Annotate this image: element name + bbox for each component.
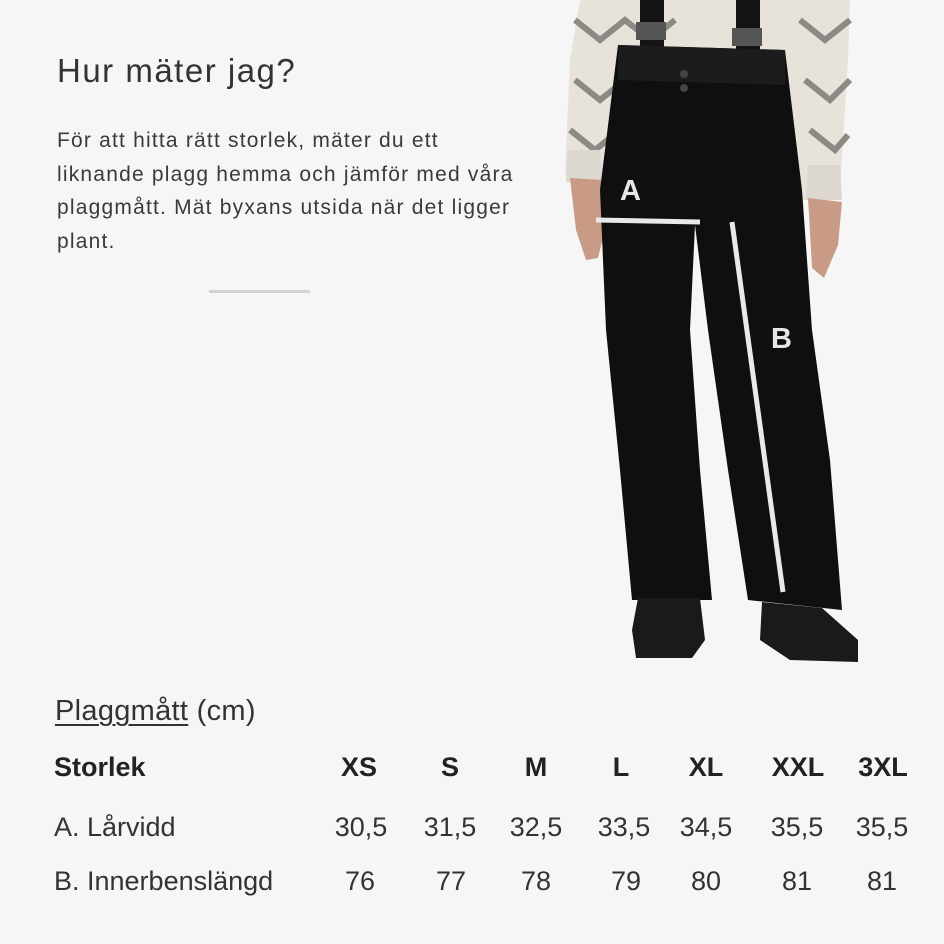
- size-table-title-underlined: Plaggmått: [55, 695, 189, 727]
- waist-button: [680, 70, 688, 78]
- left-cuff: [566, 150, 602, 182]
- size-3xl: 3XL: [858, 752, 908, 782]
- row-label: A. Lårvidd: [54, 812, 176, 842]
- pants-measurement-illustration: [540, 0, 944, 680]
- table-row: [0, 812, 944, 852]
- divider: [209, 290, 310, 293]
- table-cell: 34,5: [679, 812, 733, 842]
- table-cell: 81: [781, 866, 813, 896]
- pants-waist: [618, 45, 785, 85]
- marker-a: A: [620, 175, 641, 207]
- size-l: L: [612, 752, 630, 782]
- size-xxl: XXL: [771, 752, 825, 782]
- right-buckle: [732, 28, 762, 46]
- header-label: Storlek: [54, 752, 146, 782]
- table-cell: 76: [344, 866, 376, 896]
- size-table-title-unit: (cm): [188, 695, 256, 727]
- right-cuff: [806, 165, 842, 200]
- table-cell: 80: [690, 866, 722, 896]
- page-title: Hur mäter jag?: [57, 52, 297, 89]
- marker-b: B: [771, 323, 792, 355]
- measurement-line-a: [596, 220, 700, 222]
- table-cell: 31,5: [423, 812, 477, 842]
- table-cell: 32,5: [509, 812, 563, 842]
- size-xl: XL: [688, 752, 724, 782]
- table-cell: 77: [435, 866, 467, 896]
- table-row: [0, 866, 944, 906]
- table-cell: 79: [610, 866, 642, 896]
- size-m: M: [524, 752, 548, 782]
- right-hand: [808, 198, 842, 278]
- table-cell: 30,5: [334, 812, 388, 842]
- row-label: B. Innerbenslängd: [54, 866, 274, 896]
- table-cell: 35,5: [770, 812, 824, 842]
- table-cell: 35,5: [855, 812, 909, 842]
- table-cell: 33,5: [597, 812, 651, 842]
- size-s: S: [440, 752, 459, 782]
- measurement-description: För att hitta rätt storlek, mäter du ett liknande plagg hemma och jämför med våra plaggmått. Mät byxans utsida när det ligger plant.: [57, 129, 514, 253]
- left-buckle: [636, 22, 666, 40]
- table-cell: 81: [866, 866, 898, 896]
- right-boot: [760, 602, 858, 662]
- left-boot: [632, 598, 705, 658]
- waist-button-2: [680, 84, 688, 92]
- table-cell: 78: [520, 866, 552, 896]
- size-table-header: [0, 752, 944, 792]
- size-xs: XS: [340, 752, 378, 782]
- size-table-title: [55, 695, 256, 728]
